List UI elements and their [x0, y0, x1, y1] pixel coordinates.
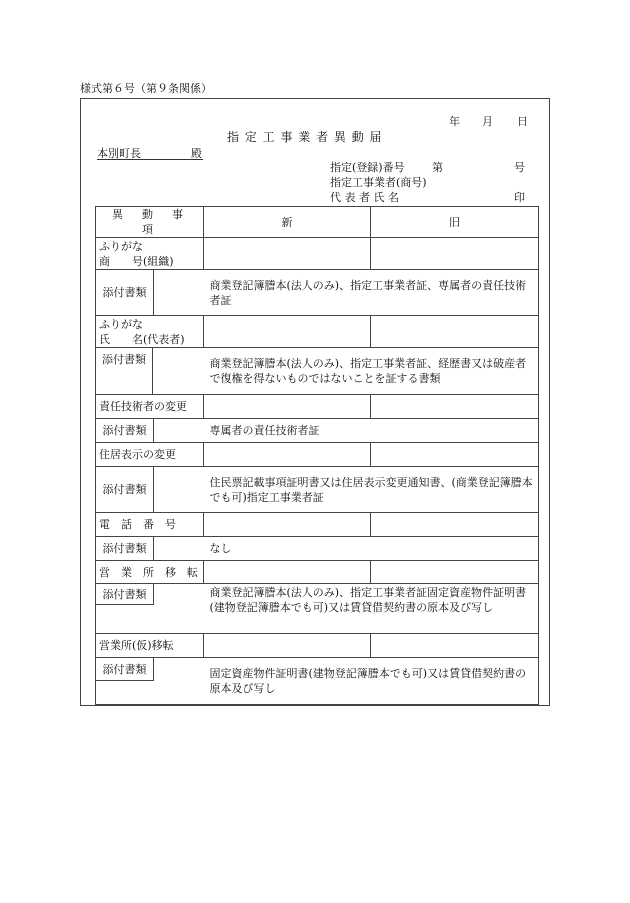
attach-label: 添付書類 [96, 584, 154, 605]
attach-cell [96, 537, 204, 561]
old-value-cell[interactable] [371, 634, 539, 658]
attach-text: 商業登記簿謄本(法人のみ)、指定工事業者証固定資産物件証明書(建物登記簿謄本でも可)又は賃貸借契約書の原本及び写し [204, 584, 539, 634]
attach-label: 添付書類 [96, 419, 154, 442]
item-label: 住居表示の変更 [96, 443, 204, 467]
table-header-row [96, 207, 539, 238]
table-row [96, 467, 539, 513]
attach-cell [96, 270, 204, 316]
item-label: ふりがな 商 号(組織) [96, 238, 204, 270]
header-old: 旧 [371, 207, 539, 238]
registration-dai: 第 [432, 161, 443, 174]
old-value-cell[interactable] [371, 443, 539, 467]
table-row [96, 561, 539, 584]
attach-label: 添付書類 [96, 658, 154, 681]
attach-cell [96, 467, 204, 513]
form-label: 様式第６号（第９条関係） [80, 82, 212, 95]
new-value-cell[interactable] [204, 561, 371, 584]
representative-label: 代 表 者 氏 名 [330, 191, 399, 204]
attach-cell [96, 584, 204, 634]
item-label: 営 業 所 移 転 [96, 561, 204, 584]
header-item: 異 動 事 項 [96, 207, 204, 238]
old-value-cell[interactable] [371, 238, 539, 270]
attach-text: 専属者の責任技術者証 [204, 419, 539, 443]
new-value-cell[interactable] [204, 443, 371, 467]
table-row [96, 348, 539, 395]
table-row [96, 395, 539, 419]
item-label: 営業所(仮)移転 [96, 634, 204, 658]
table-row [96, 513, 539, 537]
seal-mark: 印 [514, 191, 525, 204]
table-row [96, 584, 539, 634]
company-name-label: 指定工事業者(商号) [330, 176, 427, 189]
date-year: 年 [449, 115, 460, 128]
attach-label: 添付書類 [96, 348, 153, 394]
attach-cell [96, 348, 204, 395]
attach-text: 住民票記載事項証明書又は住居表示変更通知書、(商業登記簿謄本でも可)指定工事業者証 [204, 467, 539, 513]
attach-cell [96, 658, 204, 705]
table-row [96, 419, 539, 443]
new-value-cell[interactable] [204, 634, 371, 658]
new-value-cell[interactable] [204, 513, 371, 537]
header-new: 新 [204, 207, 371, 238]
date-month: 月 [482, 115, 493, 128]
old-value-cell[interactable] [371, 395, 539, 419]
attach-cell [96, 419, 204, 443]
date-day: 日 [517, 115, 528, 128]
table-row [96, 270, 539, 316]
table-row [96, 443, 539, 467]
attach-label: 添付書類 [96, 467, 154, 512]
item-label: ふりがな 氏 名(代表者) [96, 316, 204, 348]
old-value-cell[interactable] [371, 561, 539, 584]
table-row [96, 238, 539, 270]
item-label: 電 話 番 号 [96, 513, 204, 537]
addressee-name: 本別町長 [97, 147, 141, 160]
table-row [96, 537, 539, 561]
addressee-honorific: 殿 [191, 147, 202, 160]
change-items-table [95, 206, 539, 705]
old-value-cell[interactable] [371, 316, 539, 348]
old-value-cell[interactable] [371, 513, 539, 537]
new-value-cell[interactable] [204, 238, 371, 270]
attach-text: 商業登記簿謄本(法人のみ)、指定工事業者証、専属者の責任技術者証 [204, 270, 539, 316]
addressee-line [97, 145, 203, 160]
new-value-cell[interactable] [204, 395, 371, 419]
table-row [96, 316, 539, 348]
attach-text: 固定資産物件証明書(建物登記簿謄本でも可)又は賃貸借契約書の原本及び写し [204, 658, 539, 705]
registration-number-label: 指定(登録)番号 [330, 161, 405, 174]
attach-label: 添付書類 [96, 537, 154, 560]
new-value-cell[interactable] [204, 316, 371, 348]
page-title: 指 定 工 事 業 者 異 動 届 [227, 130, 383, 144]
item-label: 責任技術者の変更 [96, 395, 204, 419]
attach-text: 商業登記簿謄本(法人のみ)、指定工事業者証、経歴書又は破産者で復権を得ないものではないことを証する書類 [204, 348, 539, 395]
registration-go: 号 [514, 161, 525, 174]
table-row [96, 658, 539, 705]
attach-label: 添付書類 [96, 270, 154, 315]
attach-text: なし [204, 537, 539, 561]
table-row [96, 634, 539, 658]
